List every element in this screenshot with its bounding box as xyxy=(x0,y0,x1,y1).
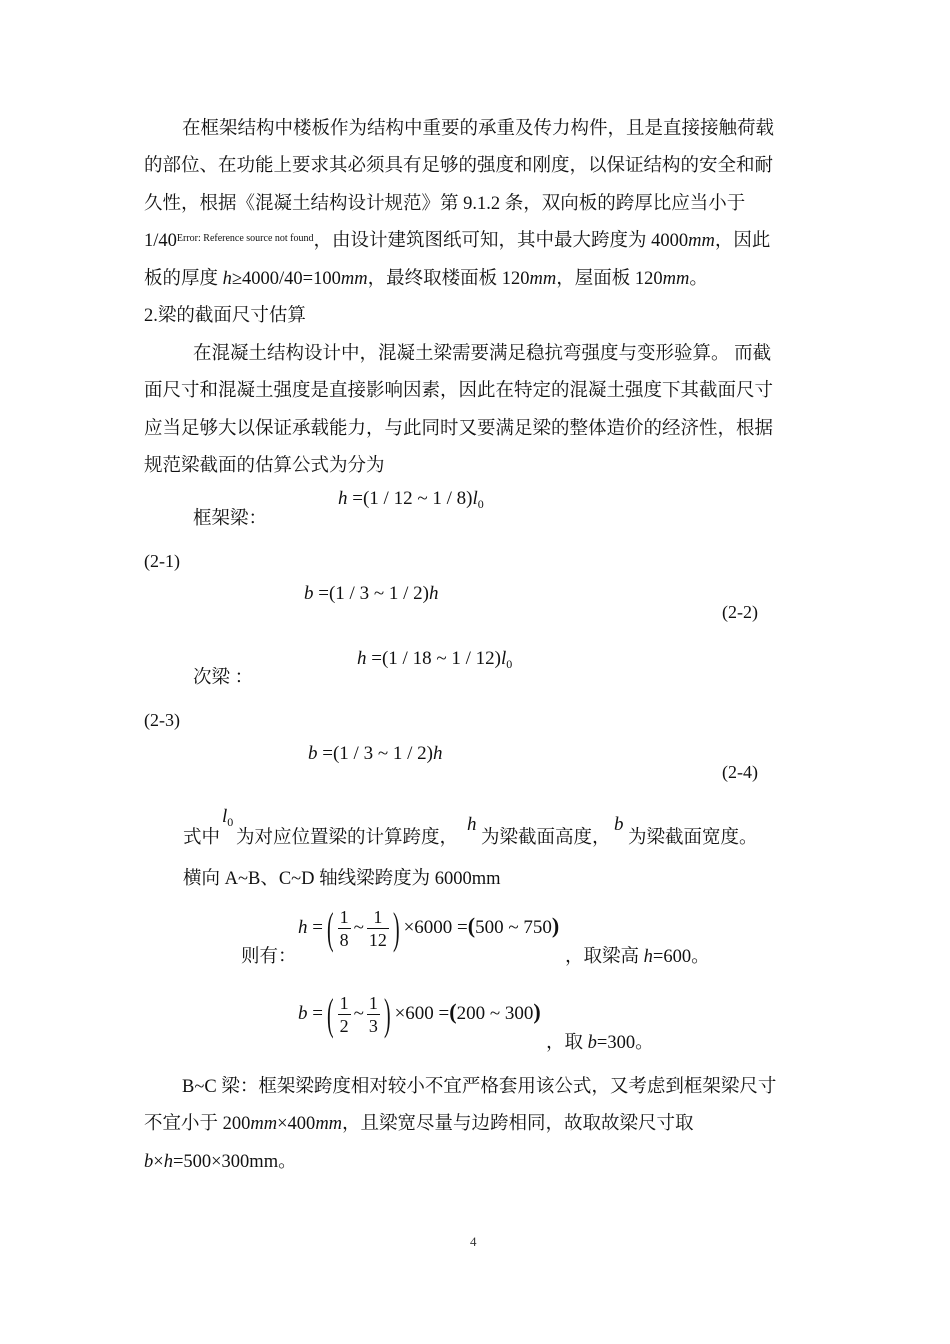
where-text-1: 为对应位置梁的计算跨度， xyxy=(236,828,459,848)
left-paren: ( xyxy=(467,913,476,938)
take-label: ，取梁高 xyxy=(565,947,644,967)
eq-var: l xyxy=(472,488,478,509)
eq-expr: =(1 / 3 ~ 1 / 2) xyxy=(313,583,429,604)
eq-expr: ×6000 = xyxy=(403,917,468,938)
left-paren: ( xyxy=(449,999,457,1024)
therefore-text: ，因此 xyxy=(714,231,771,251)
final-size-text: =500×300mm。 xyxy=(172,1152,297,1172)
unit-mm: mm xyxy=(662,269,690,289)
where-prefix: 式中 xyxy=(183,828,221,848)
eq-subscript: 0 xyxy=(477,497,484,511)
numerator: 1 xyxy=(339,993,349,1014)
take-label: ，取 xyxy=(546,1033,588,1053)
tilde: ~ xyxy=(353,1003,364,1024)
where-text-2: 为梁截面高度， xyxy=(481,828,611,848)
unit-mm: mm xyxy=(529,269,557,289)
equation-2-3 xyxy=(357,648,512,672)
eq-var: h xyxy=(643,947,653,967)
equation-number-2-2: (2-2) xyxy=(722,602,758,622)
eq-expr: =(1 / 3 ~ 1 / 2) xyxy=(317,743,433,764)
eq-var: h xyxy=(428,583,439,604)
para1-line1: 在框架结构中楼板作为结构中重要的承重及传力构件，且是直接接触荷载 xyxy=(182,119,775,139)
right-paren: ) xyxy=(383,989,391,1039)
eq-var: h xyxy=(432,743,443,764)
denominator: 2 xyxy=(339,1016,349,1037)
eq-var: b xyxy=(298,1003,308,1024)
period: 。 xyxy=(689,269,708,289)
take-h-text xyxy=(565,945,710,969)
eq-var: b xyxy=(308,743,318,764)
denominator: 3 xyxy=(368,1016,378,1037)
var-l0 xyxy=(222,806,233,830)
frame-beam-label: 框架梁： xyxy=(193,509,268,529)
para3-line2 xyxy=(144,1112,694,1136)
para1-line3: 久性，根据《混凝土结构设计规范》第 9.1.2 条，双向板的跨厚比应当小于 xyxy=(144,194,746,214)
equation-2-1 xyxy=(338,488,484,512)
fraction xyxy=(367,906,389,951)
para2-line4: 规范梁截面的估算公式为分为 xyxy=(144,456,385,476)
para1-line5 xyxy=(144,267,708,291)
var-h: h xyxy=(222,269,232,289)
section-heading: 2.梁的截面尺寸估算 xyxy=(144,306,306,326)
para1-line4 xyxy=(144,229,770,253)
para2-line3: 应当足够大以保证承载能力，与此同时又要满足梁的整体造价的经济性，根据 xyxy=(144,419,774,439)
page-number: 4 xyxy=(470,1234,477,1249)
fraction xyxy=(338,906,351,951)
then-label: 则有： xyxy=(241,947,297,967)
equation-number-2-1: (2-1) xyxy=(144,551,180,571)
reference-error: Error: Reference source not found xyxy=(176,233,314,244)
eq-op: = xyxy=(307,917,323,938)
ratio-text: 1/40 xyxy=(144,231,177,251)
var-h: h xyxy=(467,814,477,835)
para3-line1: B~C 梁：框架梁跨度相对较小不宜严格套用该公式，又考虑到框架梁尺寸 xyxy=(182,1077,777,1097)
equation-2-4 xyxy=(308,743,442,765)
numerator: 1 xyxy=(367,906,389,929)
eq-subscript: 0 xyxy=(227,815,234,829)
floor-slab-text: ，最终取楼面板 120 xyxy=(367,269,530,289)
fraction xyxy=(367,992,380,1037)
eq-var: b xyxy=(304,583,314,604)
eq-var: b xyxy=(144,1152,154,1172)
eq-var: b xyxy=(587,1033,597,1053)
para2-line1: 在混凝土结构设计中，混凝土梁需要满足稳抗弯强度与变形验算。 而截 xyxy=(193,344,772,364)
calc-h-equation xyxy=(298,900,559,954)
eq-expr: =(1 / 12 ~ 1 / 8) xyxy=(347,488,473,509)
unit-mm: mm xyxy=(688,231,715,251)
slab-thickness-label: 板的厚度 xyxy=(144,269,223,289)
eq-expr: =(1 / 18 ~ 1 / 12) xyxy=(366,648,501,669)
right-paren: ) xyxy=(392,903,400,953)
eq-var: h xyxy=(357,648,367,669)
eq-expr: ×600 = xyxy=(394,1003,450,1024)
where-text-3: 为梁截面宽度。 xyxy=(628,828,758,848)
para3-line3 xyxy=(144,1150,297,1174)
eq-var: h xyxy=(338,488,348,509)
left-paren: ( xyxy=(326,989,334,1039)
equation-number-2-4: (2-4) xyxy=(722,762,758,782)
equation-number-2-3: (2-3) xyxy=(144,710,180,730)
take-b-text xyxy=(546,1031,654,1055)
eq-op: = xyxy=(307,1003,323,1024)
tilde: ~ xyxy=(353,917,364,938)
unit-mm: mm xyxy=(250,1114,278,1134)
right-paren: ) xyxy=(533,999,541,1024)
denominator: 12 xyxy=(368,930,387,951)
eq-subscript: 0 xyxy=(506,657,513,671)
eq-var: h xyxy=(163,1152,173,1172)
calc-b-equation xyxy=(298,986,541,1040)
right-paren: ) xyxy=(551,913,560,938)
roof-slab-text: ，屋面板 120 xyxy=(556,269,663,289)
para1-line2: 的部位、在功能上要求其必须具有足够的强度和刚度，以保证结构的安全和耐 xyxy=(144,156,774,176)
max-span-text: ，由设计建筑图纸可知，其中最大跨度为 4000 xyxy=(313,231,689,251)
span-line: 横向 A~B、C~D 轴线梁跨度为 6000mm xyxy=(183,869,501,889)
equation-2-2 xyxy=(304,583,438,605)
take-value: =300。 xyxy=(596,1033,654,1053)
eq-var: l xyxy=(222,806,228,827)
same-width-text: ，且梁宽尽量与边跨相同，故取故梁尺寸取 xyxy=(342,1114,694,1134)
secondary-beam-label: 次梁 ： xyxy=(193,668,254,688)
thickness-calc: ≥4000/40=100 xyxy=(231,269,341,289)
fraction xyxy=(338,992,351,1037)
unit-mm: mm xyxy=(315,1114,343,1134)
eq-var: h xyxy=(298,917,308,938)
unit-mm: mm xyxy=(340,269,368,289)
denominator: 8 xyxy=(339,930,349,951)
eq-var: l xyxy=(500,648,507,669)
take-value: =600。 xyxy=(652,947,710,967)
times-sign: × xyxy=(153,1152,164,1172)
numerator: 1 xyxy=(339,907,349,928)
para2-line2: 面尺寸和混凝土强度是直接影响因素，因此在特定的混凝土强度下其截面尺寸 xyxy=(144,381,774,401)
times-text: ×400 xyxy=(277,1114,316,1134)
numerator: 1 xyxy=(368,993,378,1014)
range: 200 ~ 300 xyxy=(456,1003,534,1024)
left-paren: ( xyxy=(326,903,334,953)
min-size-text: 不宜小于 200 xyxy=(144,1114,251,1134)
range: 500 ~ 750 xyxy=(475,917,552,938)
var-b: b xyxy=(614,814,624,835)
